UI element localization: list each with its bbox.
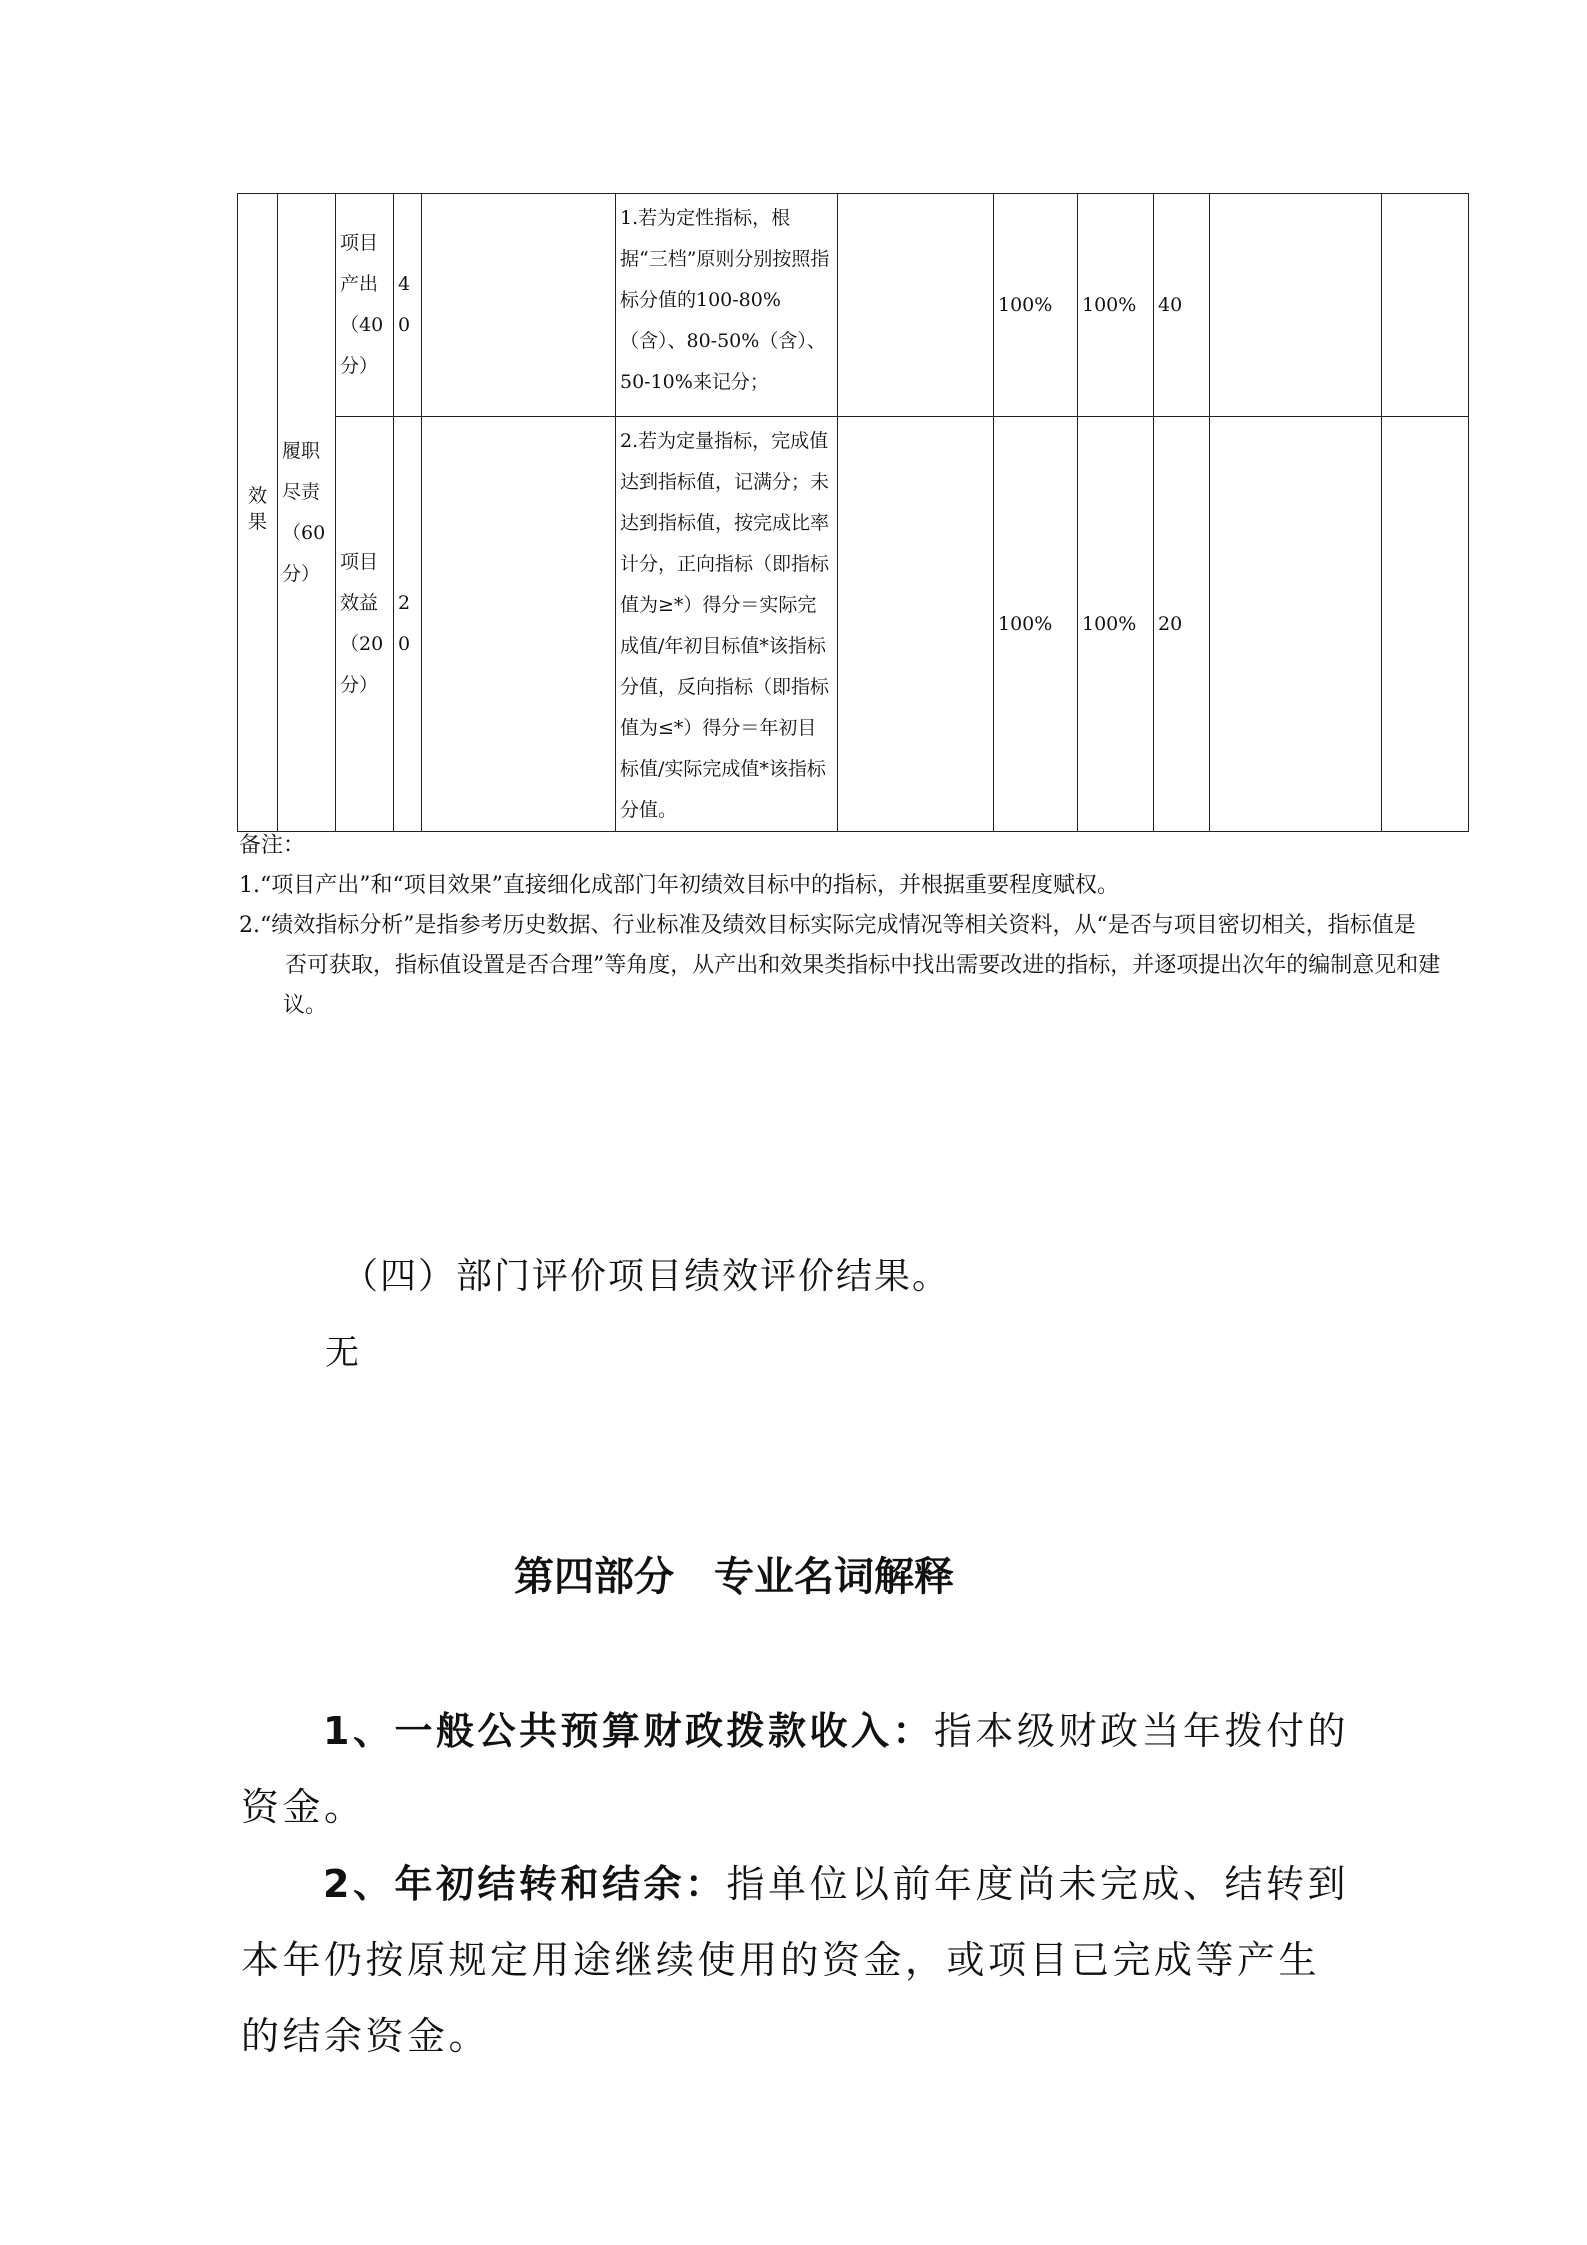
notes-heading: 备注：	[239, 833, 306, 858]
definition-1	[241, 1693, 1351, 1845]
target-value: 100%	[994, 194, 1078, 417]
row-weight: 20	[394, 417, 422, 832]
definition-text: 指本级财政当年拨付的资金。	[241, 1709, 1349, 1829]
note-2-end: 议。	[283, 993, 328, 1018]
note-1: 1.“项目产出”和“项目效果”直接细化成部门年初绩效目标中的指标，并根据重要程度赋权。	[239, 873, 1119, 898]
row-weight: 40	[394, 194, 422, 417]
subcategory-cell: 履职尽责（60分）	[278, 194, 336, 832]
actual-value: 100%	[1078, 417, 1154, 832]
empty-cell	[1210, 417, 1382, 832]
empty-cell	[422, 194, 616, 417]
section-body: 无	[325, 1333, 359, 1373]
empty-cell	[1382, 417, 1469, 832]
score-value: 40	[1154, 194, 1210, 417]
row-name: 项目产出（40分）	[336, 194, 394, 417]
actual-value: 100%	[1078, 194, 1154, 417]
part-title: 第四部分 专业名词解释	[514, 1553, 954, 1600]
section-heading: （四）部门评价项目绩效评价结果。	[342, 1256, 951, 1297]
performance-table	[237, 193, 1469, 832]
empty-cell	[838, 417, 994, 832]
empty-cell	[838, 194, 994, 417]
definition-2	[241, 1846, 1351, 2074]
row-name: 项目效益（20分）	[336, 417, 394, 832]
definition-term: 2、年初结转和结余：	[323, 1862, 727, 1906]
criteria-cell: 1.若为定性指标，根据“三档”原则分别按照指标分值的100-80%（含）、80-50%（含）、50-10%来记分；	[616, 194, 838, 417]
category-cell: 效果	[238, 194, 278, 832]
empty-cell	[422, 417, 616, 832]
definition-text: 指单位以前年度尚未完成、结转到本年仍按原规定用途继续使用的资金，或项目已完成等产生的结余资金。	[241, 1862, 1349, 2058]
target-value: 100%	[994, 417, 1078, 832]
note-2-continued: 否可获取，指标值设置是否合理”等角度，从产出和效果类指标中找出需要改进的指标，并逐项提出次年的编制意见和建	[285, 953, 1441, 978]
definition-term: 1、一般公共预算财政拨款收入：	[323, 1709, 934, 1753]
score-value: 20	[1154, 417, 1210, 832]
criteria-cell: 2.若为定量指标，完成值达到指标值，记满分；未达到指标值，按完成比率计分，正向指标（即指标值为≥*）得分＝实际完成值/年初目标值*该指标分值，反向指标（即指标值为≤*）得分＝年初目标值/实际完成值*该指标分值。	[616, 417, 838, 832]
empty-cell	[1210, 194, 1382, 417]
empty-cell	[1382, 194, 1469, 417]
note-2: 2.“绩效指标分析”是指参考历史数据、行业标准及绩效目标实际完成情况等相关资料，从“是否与项目密切相关，指标值是	[239, 913, 1416, 938]
table-notes	[239, 826, 1469, 1026]
